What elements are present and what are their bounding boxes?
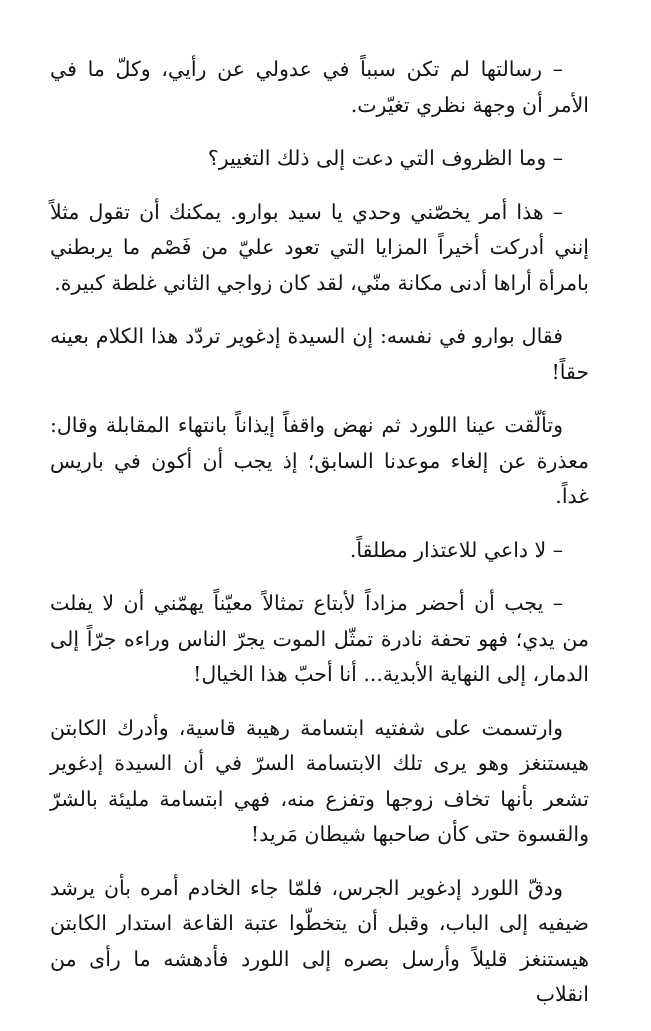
paragraph-question-circumstances: – وما الظروف التي دعت إلى ذلك التغيير؟ <box>207 146 563 170</box>
paragraph-no-apology: – لا داعي للاعتذار مطلقاً. <box>349 537 563 562</box>
paragraph-private-matter: – هذا أمر يخصّني وحدي يا سيد بوارو. يمكنك أن تقول مثلاً إنني أدركت أخيراً المزايا التي تعود عليّ من فَصْم ما يربطني بامرأة أراها أدنى مكانة منّي، لقد كان زواجي الثاني غلطة كبيرة. <box>50 199 589 295</box>
document-page <box>50 52 589 1031</box>
paragraph-lord-stands: وتألّقت عينا اللورد ثم نهض واقفاً إيذاناً بانتهاء المقابلة وقال: معذرة عن إلغاء موعدنا السابق؛ إذ يجب أن أكون في باريس غداً. <box>50 413 589 508</box>
paragraph-bell-rung: ودقّ اللورد إدغوير الجرس، فلمّا جاء الخادم أمره بأن يرشد ضيفيه إلى الباب، وقبل أن يتخطّوا عتبة القاعة استدار الكابتن هيستنغز قليلاً وأرسل بصره إلى اللورد فأدهشه ما رأى من انقلاب <box>50 875 589 1006</box>
paragraph-poirot-thought: فقال بوارو في نفسه: إن السيدة إدغوير تردّد هذا الكلام بعينه حقاً! <box>50 324 589 384</box>
paragraph-letter-reason: – رسالتها لم تكن سبباً في عدولي عن رأيي، وكلّ ما في الأمر أن وجهة نظري تغيّرت. <box>50 57 589 117</box>
paragraph-auction-statue: – يجب أن أحضر مزاداً لأبتاع تمثالاً معيّناً يهمّني أن لا يفلت من يدي؛ فهو تحفة نادرة تمثّل الموت يجرّ الناس وراءه جرّاً إلى الدمار، إلى النهاية الأبدية... أنا أحبّ هذا الخيال! <box>50 591 589 686</box>
paragraph-cruel-smile: وارتسمت على شفتيه ابتسامة رهيبة قاسية، وأدرك الكابتن هيستنغز وهو يرى تلك الابتسامة السرّ في أن السيدة إدغوير تشعر بأنها تخاف زوجها وتفزع منه، فهي ابتسامة مليئة بالشرّ والقسوة حتى كأن صاحبها شيطان مَريد! <box>50 715 589 846</box>
